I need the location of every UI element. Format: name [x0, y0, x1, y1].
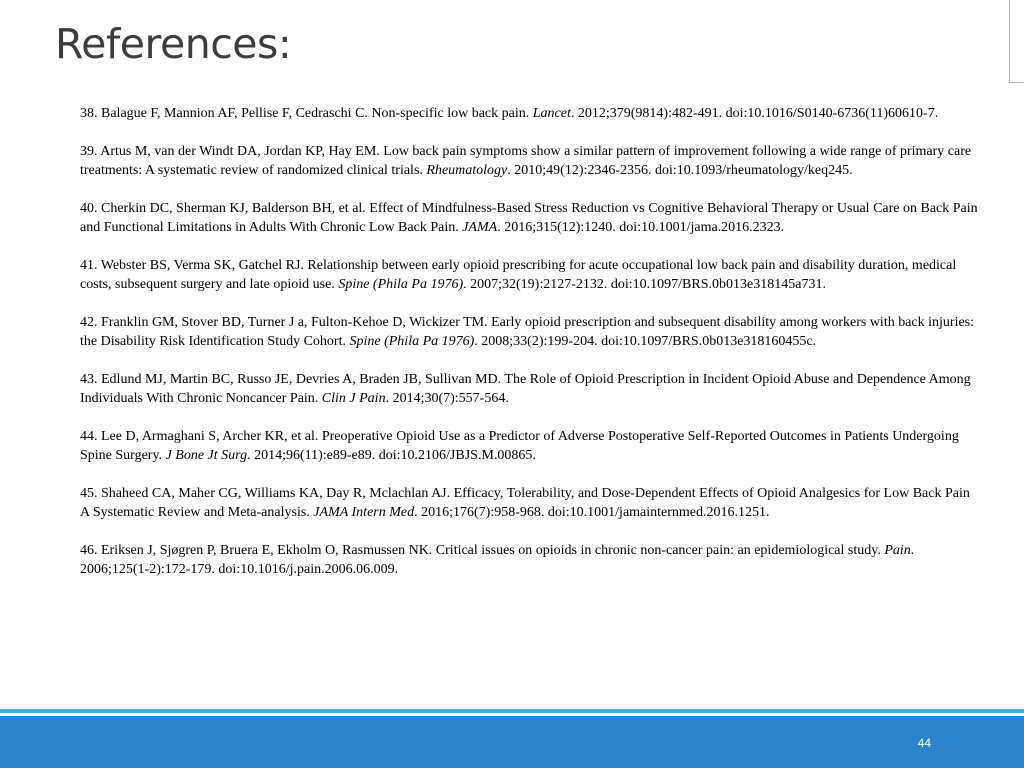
journal-name: JAMA	[462, 220, 498, 235]
reference-text: 38. Balague F, Mannion AF, Pellise F, Cedraschi C. Non-specific low back pain.	[80, 106, 533, 121]
reference-details: . 2014;96(11):e89-e89. doi:10.2106/JBJS.M.00865.	[247, 448, 536, 463]
slide-title: References:	[55, 20, 292, 68]
journal-name: Lancet	[532, 106, 571, 121]
reference-text: 41. Webster BS, Verma SK, Gatchel RJ. Relationship between early opioid prescribing for acute occupational low back pain and disability duration, medical costs, subsequent surgery and late opioid use.	[80, 258, 957, 292]
reference-details: . 2008;33(2):199-204. doi:10.1097/BRS.0b013e318160455c.	[474, 334, 817, 349]
journal-name: J Bone Jt Surg	[165, 448, 248, 463]
reference-text: 39. Artus M, van der Windt DA, Jordan KP, Hay EM. Low back pain symptoms show a similar pattern of improvement following a wide range of primary care treatments: A systematic review of randomized clinical trials.	[80, 144, 972, 178]
journal-name: Rheumatology	[426, 163, 508, 178]
reference-text: 43. Edlund MJ, Martin BC, Russo JE, Devries A, Braden JB, Sullivan MD. The Role of Opioid Prescription in Incident Opioid Abuse and Dependence Among Individuals With Chronic Noncancer Pain.	[80, 372, 971, 406]
page-number: 44	[917, 736, 931, 750]
reference-item	[80, 313, 980, 351]
journal-name: Spine (Phila Pa 1976)	[338, 277, 464, 292]
footer-bar	[0, 716, 1024, 768]
reference-details: . 2016;176(7):958-968. doi:10.1001/jamainternmed.2016.1251.	[414, 505, 770, 520]
footer-accent-line	[0, 709, 1024, 713]
reference-text: 46. Eriksen J, Sjøgren P, Bruera E, Ekholm O, Rasmussen NK. Critical issues on opioids in chronic non-cancer pain: an epidemiological study.	[80, 543, 885, 558]
reference-details: . 2010;49(12):2346-2356. doi:10.1093/rheumatology/keq245.	[507, 163, 853, 178]
reference-details: . 2016;315(12):1240. doi:10.1001/jama.2016.2323.	[497, 220, 785, 235]
reference-text: 42. Franklin GM, Stover BD, Turner J a, Fulton-Kehoe D, Wickizer TM. Early opioid prescription and subsequent disability among workers with back injuries: the Disability Risk Identification Study Cohort.	[80, 315, 975, 349]
reference-item	[80, 104, 980, 123]
reference-item	[80, 427, 980, 465]
reference-item	[80, 142, 980, 180]
journal-name: JAMA Intern Med	[313, 505, 415, 520]
reference-item	[80, 199, 980, 237]
reference-details: . 2006;125(1-2):172-179. doi:10.1016/j.pain.2006.06.009.	[80, 543, 915, 577]
reference-text: 40. Cherkin DC, Sherman KJ, Balderson BH, et al. Effect of Mindfulness-Based Stress Reduction vs Cognitive Behavioral Therapy or Usual Care on Back Pain and Functional Limitations in Adults With Chronic Low Back Pain.	[80, 201, 978, 235]
reference-list	[80, 104, 980, 598]
corner-decoration	[1009, 0, 1024, 83]
journal-name: Clin J Pain	[321, 391, 386, 406]
reference-details: . 2007;32(19):2127-2132. doi:10.1097/BRS.0b013e318145a731.	[463, 277, 826, 292]
journal-name: Pain	[884, 543, 911, 558]
reference-item	[80, 541, 980, 579]
journal-name: Spine (Phila Pa 1976)	[349, 334, 475, 349]
reference-item	[80, 484, 980, 522]
reference-text: 44. Lee D, Armaghani S, Archer KR, et al. Preoperative Opioid Use as a Predictor of Adverse Postoperative Self-Reported Outcomes in Patients Undergoing Spine Surgery.	[80, 429, 959, 463]
reference-item	[80, 256, 980, 294]
reference-text: 45. Shaheed CA, Maher CG, Williams KA, Day R, Mclachlan AJ. Efficacy, Tolerability, and Dose-Dependent Effects of Opioid Analgesics for Low Back Pain A Systematic Review and Meta-analysis.	[80, 486, 970, 520]
reference-details: . 2012;379(9814):482-491. doi:10.1016/S0140-6736(11)60610-7.	[570, 106, 939, 121]
reference-details: . 2014;30(7):557-564.	[385, 391, 509, 406]
reference-item	[80, 370, 980, 408]
